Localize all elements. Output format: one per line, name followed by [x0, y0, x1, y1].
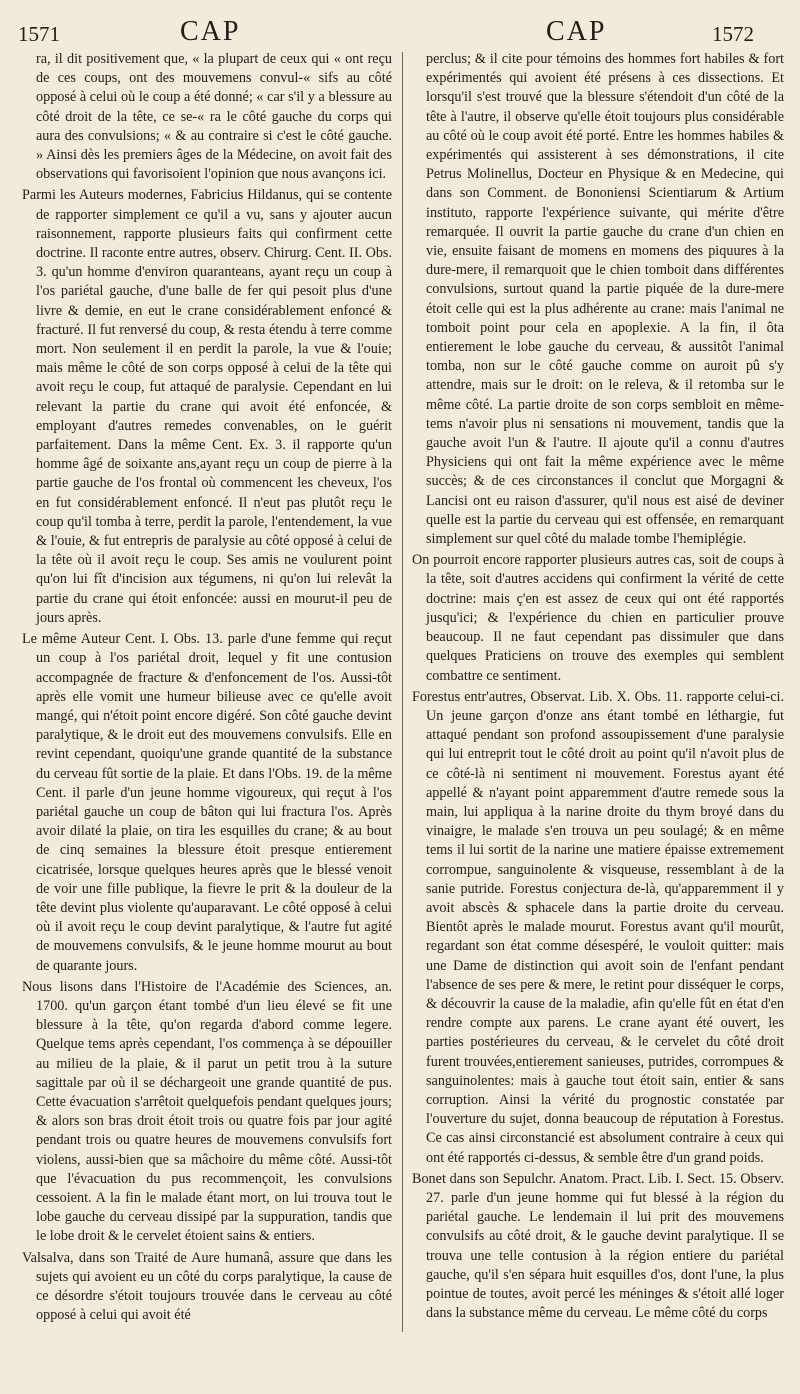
paragraph: Valsalva, dans son Traité de Aure humanâ, assure que dans les sujets qui avoient eu un côté du corps paralytique, la cause de ce désordre s'étoit toujours trouvée dans le cerveau au côté opposé à celui qui avoit été — [22, 1249, 392, 1324]
page-number-right: 1572 — [712, 22, 754, 46]
column-divider — [402, 52, 403, 1332]
paragraph: Nous lisons dans l'Histoire de l'Académie des Sciences, an. 1700. qu'un garçon étant tombé d'un lieu élevé se fit une blessure à la tête, qu'on regarda d'abord comme legere. Quelque tems après cependant, l'os commença à se dépouiller au milieu de la plaie, & il parut un petit trou à la suture sagittale par où il se déchargeoit une grande quantité de pus. Cette évacuation s'arrêtoit quelquefois pendant quelques jours; & alors son bras droit étoit trois ou quatre fois par jour agité pendant trois ou quatre heures de mouvemens convulsifs fort violens, aussi-bien que sa mâchoire du même côté. Aussi-tôt que l'évacuation du pus recommençoit, les convulsions cessoient. A la fin le malade étant mort, on lui trouva tout le lobe gauche du cerveau dissipé par la suppuration, tandis que le lobe droit & le cervelet étoient sains & entiers. — [22, 978, 392, 1245]
left-column — [22, 50, 392, 1380]
paragraph: Forestus entr'autres, Observat. Lib. X. Obs. 11. rapporte celui-ci. Un jeune garçon d'onze ans étant tombé en léthargie, fut attaqué pendant son profond assoupissement d'une paralysie qui lui entreprit tout le côté droit au point qu'il n'avoit plus de ce côté-là ni sentiment ni mouvement. Forestus ayant été appellé & n'ayant point apparemment d'autre remede sous la main, lui appliqua à la narine droite du thym broyé dans du vinaigre, le malade s'en trouva un peu soulagé; & en même tems il lui sortit de la narine une matiere épaisse extremement corrompue, sanguinolente & visqueuse, ressemblant à de la sanie putride. Forestus conjectura de-là, qu'apparemment il y avoit abscès & sphacele dans la partie droite du cerveau. Bientôt après le malade mourut. Forestus avant qu'il mourût, regardant son état comme désespéré, le vouloit quitter: mais une Dame de distinction qui avoit soin de l'enfant pendant l'absence de ses pere & mere, le retint pour disséquer le corps, & découvrir la cause de la maladie, afin qu'elle fût en état d'en rendre compte aux parens. Le crane ayant été ouvert, les parties postérieures du cerveau, & le cervelet du côté droit furent trouvées,entierement sanieuses, putrides, corrompues & sanguinolentes: mais à gauche tout étoit sain, entier & sans corruption. Ainsi la vérité du prognostic constatée par l'ouverture du sujet, donna beaucoup de réputation à Forestus. Ce cas ainsi circonstancié est absolument contraire à ceux qui ont été rapportés ci-dessus, & semble être d'un grand poids. — [412, 688, 784, 1166]
paragraph: Bonet dans son Sepulchr. Anatom. Pract. Lib. I. Sect. 15. Observ. 27. parle d'un jeune homme qui fut blessé à la région du pariétal gauche. Le lendemain il lui prit des mouvemens convulsifs au côté droit, & le gauche devint paralytique. Il se trouva une telle contusion à la région entiere du pariétal gauche, qu'il s'en sépara huit esquilles d'os, dont l'une, la plus pointue de toutes, avoit percé les méninges & s'étoit allé loger dans la substance même du cerveau. Le même côté du corps — [412, 1170, 784, 1322]
paragraph: Le même Auteur Cent. I. Obs. 13. parle d'une femme qui reçut un coup à l'os pariétal droit, lequel y fit une contusion accompagnée de fracture & d'enfoncement de l'os. Aussi-tôt après elle vomit une humeur bilieuse avec ce qu'elle avoit mangé, qui n'étoit point encore digéré. Son côté gauche devint paralytique, & le droit eut des mouvemens convulsifs. Elle en revint cependant, quoiqu'une grande quantité de la substance du cerveau fût sortie de la plaie. Et dans l'Obs. 19. de la même Cent. il parle d'un jeune homme vigoureux, qui reçut à l'os pariétal gauche un coup de bâton qui lui fractura l'os. Après avoir dilaté la plaie, on tira les esquilles du crane; & au bout de cinq semaines la blessure étoit presque entierement cicatrisée, lorsque quelques heures après que le blessé venoit de voir une fille publique, la fievre le prit & la douleur de la tête devint plus violente qu'auparavant. Le côté opposé à celui où il avoit reçu le coup devint paralytique, & l'autre fut agité de mouvemens convulsifs, & le jeune homme mourut au bout de quarante jours. — [22, 631, 392, 974]
page-number-left: 1571 — [18, 22, 60, 46]
paragraph: Parmi les Auteurs modernes, Fabricius Hildanus, qui se contente de rapporter simplement ce qu'il a vu, sans y ajouter aucun raisonnement, rapporte plusieurs faits qui confirment cette doctrine. Il raconte entre autres, observ. Chirurg. Cent. II. Obs. 3. qu'un homme d'environ quaranteans, ayant reçu un coup à l'os pariétal gauche, d'une balle de fer qui pesoit plus d'une livre & demie, en eut le crane considérablement enfoncé & fracturé. Il fut renversé du coup, & resta étendu à terre comme mort. Non seulement il en perdit la parole, la vue & l'ouie; mais même le côté de son corps opposé à celui de la tête qui avoit reçu le coup, fut attaqué de paralysie. Cependant en lui relevant la partie du crane qui avoit été enfoncée, & employant d'autres remedes convenables, on le guérit parfaitement. Dans la même Cent. Ex. 3. il rapporte qu'un homme âgé de soixante ans,ayant reçu un coup de pierre à la partie gauche de l'os frontal où commencent les cheveux, l'os en fut considérablement enfoncé. Il n'eut pas plutôt reçu le coup qu'il tomba à terre, perdit la parole, l'entendement, la vue & l'ouie, & fut entrepris de paralysie au côté opposé à celui de la tête où il avoit reçu le coup. Ses amis ne voulurent point qu'on lui fît d'incision aux tégumens, ni qu'on lui relevât la partie du crane qui étoit enfoncée: aussi en mourut-il peu de jours après. — [22, 187, 392, 626]
paragraph: perclus; & il cite pour témoins des hommes fort habiles & fort expérimentés qui avoient été présens à ces dissections. Et lorsqu'il s'est trouvé que la blessure s'étendoit d'un côté de la tête à l'autre, il observe qu'elle étoit toujours plus considérable au côté où le coup avoit été porté. Entre les hommes habiles & expérimentés qui assisterent à ses démonstrations, il cite Petrus Molinellus, Docteur en Physique & en Medecine, qui dans son Comment. de Bononiensi Scientiarum & Artium instituto, rapporte l'expérience suivante, qui mérite d'être remarquée. Il ouvrit la partie gauche du crane d'un chien en vie, ensuite faisant de momens en momens des piquures à la dure-mere, il remarquoit que le chien tomboit dans différentes convulsions, surtout quand la partie piquée de la dure-mere étoit celle qui est la plus adhérente au crane: mais l'animal ne tomboit point pour cela en apoplexie. A la fin, il ôta entierement le lobe gauche du cerveau, & aussitôt l'animal tomba, non sur le côté gauche comme on auroit pû s'y attendre, mais sur le droit: on le releva, & il retomba sur le même côté. La partie droite de son corps sembloit en même-tems n'avoir plus ni sensations ni mouvement, tandis que la gauche avoit l'un & l'autre. Il ajoute qu'il a connu d'autres Physiciens qui ont fait la même expérience avec le même succès; & de ces circonstances il conclut que Morgagni & Lancisi ont eu raison d'assurer, qu'il nous est aisé de deviner quelle est la partie du cerveau qui est offensée, en remarquant simplement sur quel côté du malade tombe l'hemiplégie. — [426, 51, 784, 548]
running-title-right: CAP — [546, 16, 607, 47]
running-title-left: CAP — [180, 16, 241, 47]
right-column — [412, 50, 784, 1380]
paragraph: On pourroit encore rapporter plusieurs autres cas, soit de coups à la tête, soit d'autres accidens qui confirment la vérité de cette doctrine: mais ç'en est assez de ceux qui ont été rapportés jusqu'ici; & l'expérience du chien en particulier prouve beaucoup. Il ne faut cependant pas dissimuler que dans quelques Praticiens on trouve des exemples qui semblent combattre ce sentiment. — [412, 552, 784, 684]
paragraph: ra, il dit positivement que, « la plupart de ceux qui « ont reçu de ces coups, ont des mouvemens convul-« sifs au côté opposé à celui où le coup a été donné; « car s'il y a blessure au côté droit de la tête, ce se-« ra le côté gauche du corps qui aura des convulsions; « & au contraire si c'est le côté gauche. » Ainsi dès les premiers âges de la Médecine, on avoit fait des observations qui favorisoient l'opinion que nous avançons ici. — [36, 51, 392, 183]
